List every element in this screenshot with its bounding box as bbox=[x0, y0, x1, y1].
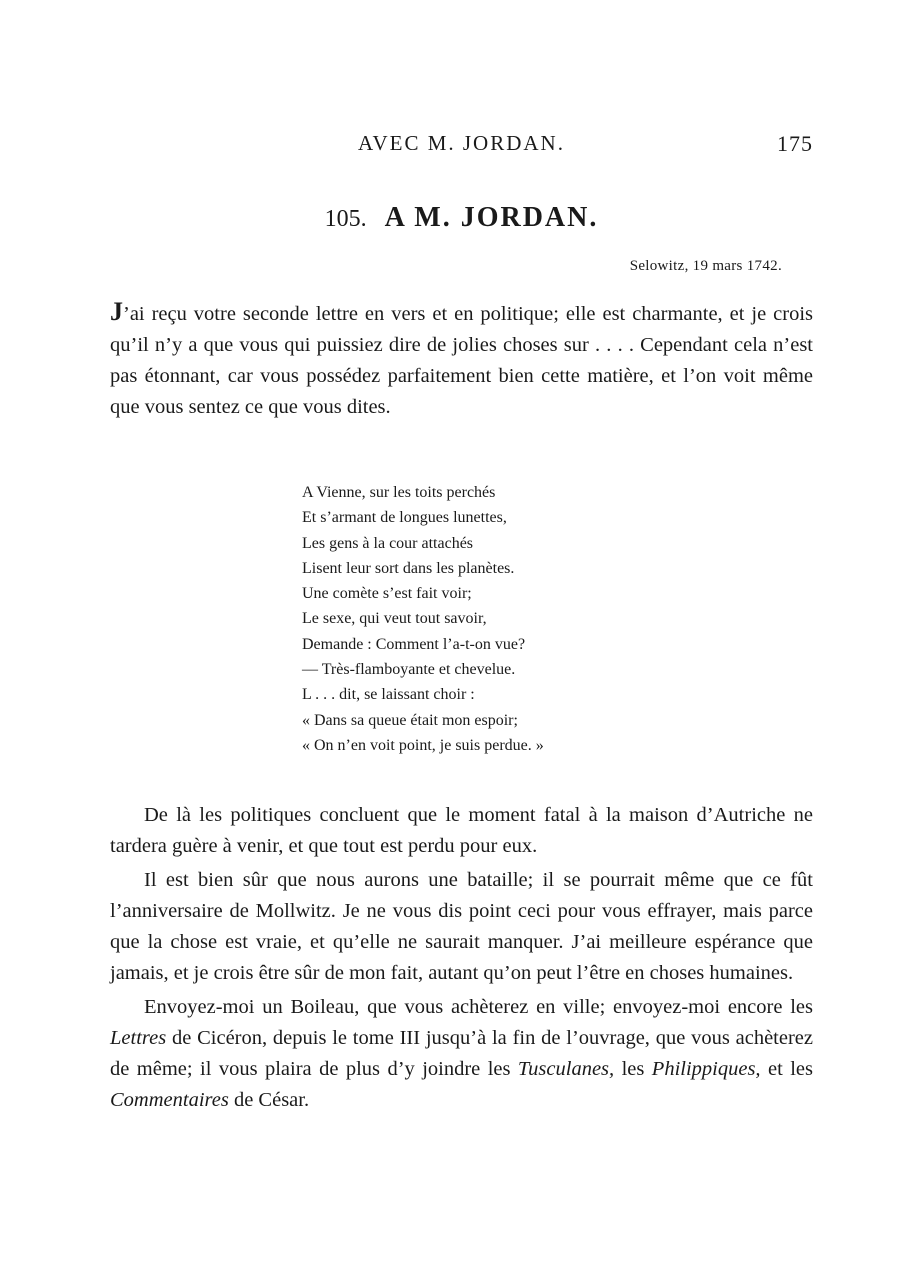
letter-number: 105. bbox=[324, 206, 367, 232]
verse-line: L . . . dit, se laissant choir : bbox=[302, 686, 475, 704]
verse-line: Lisent leur sort dans les planètes. bbox=[302, 559, 515, 577]
verse-line: « On n’en voit point, je suis perdue. » bbox=[302, 736, 544, 754]
paragraph-envoyez bbox=[110, 992, 813, 1116]
intro-text: ’ai reçu votre seconde lettre en vers et en politique; elle est charmante, et je crois qu’il n’y a que vous qui puissiez dire de jolies choses sur . . . . Cependant cela n’est pas étonnant, car vous possédez parfaitement bien cette matière, et l’on voit même que vous sentez ce que vous dites. bbox=[110, 303, 813, 418]
page-number: 175 bbox=[777, 131, 813, 156]
verse-line: Et s’armant de longues lunettes, bbox=[302, 509, 507, 527]
letter-heading bbox=[110, 202, 813, 234]
verse-line: A Vienne, sur les toits perchés bbox=[302, 484, 496, 501]
book-title-tusculanes: Tusculanes, bbox=[517, 1058, 615, 1080]
text-run: les bbox=[614, 1058, 652, 1080]
verse-block bbox=[302, 480, 682, 758]
verse-line: Les gens à la cour attachés bbox=[302, 534, 474, 552]
verse-line: — Très-flamboyante et chevelue. bbox=[302, 661, 516, 679]
running-head bbox=[110, 131, 813, 161]
verse-line: Le sexe, qui veut tout savoir, bbox=[302, 610, 487, 628]
running-title: AVEC M. JORDAN. bbox=[358, 131, 565, 155]
text-run: de Cicéron, depuis le tome III jusqu’à la fin de l’ouvrage, que vous achèterez de même; il vous plaira de plus d’y joindre les bbox=[110, 1027, 813, 1080]
text-run: Envoyez-moi un Boileau, que vous achèterez en ville; envoyez-moi encore les bbox=[144, 996, 813, 1018]
letter-body bbox=[110, 800, 813, 1119]
book-title-lettres: Lettres bbox=[110, 1027, 167, 1049]
letter-addressee: A M. JORDAN. bbox=[384, 202, 599, 233]
book-title-commentaires: Commentaires bbox=[110, 1089, 229, 1111]
paragraph-bataille: Il est bien sûr que nous aurons une bataille; il se pourrait même que ce fût l’anniversaire de Mollwitz. Je ne vous dis point ceci pour vous effrayer, mais parce que la chose est vraie, et qu’elle ne saurait manquer. J’ai meilleure espérance que jamais, et je crois être sûr de mon fait, autant qu’on peut l’être en choses humaines. bbox=[110, 869, 813, 984]
text-run: et les bbox=[760, 1058, 813, 1080]
book-title-philippiques: Philippiques, bbox=[651, 1058, 761, 1080]
paragraph-politiques: De là les politiques concluent que le moment fatal à la maison d’Autriche ne tardera guère à venir, et que tout est perdu pour eux. bbox=[110, 804, 813, 857]
intro-paragraph bbox=[110, 296, 813, 423]
verse-line: « Dans sa queue était mon espoir; bbox=[302, 711, 518, 729]
verse-line: Demande : Comment l’a-t-on vue? bbox=[302, 635, 526, 653]
dateline: Selowitz, 19 mars 1742. bbox=[629, 258, 782, 274]
text-run: de César. bbox=[228, 1089, 310, 1111]
drop-initial: J bbox=[110, 297, 123, 326]
verse-line: Une comète s’est fait voir; bbox=[302, 585, 472, 603]
